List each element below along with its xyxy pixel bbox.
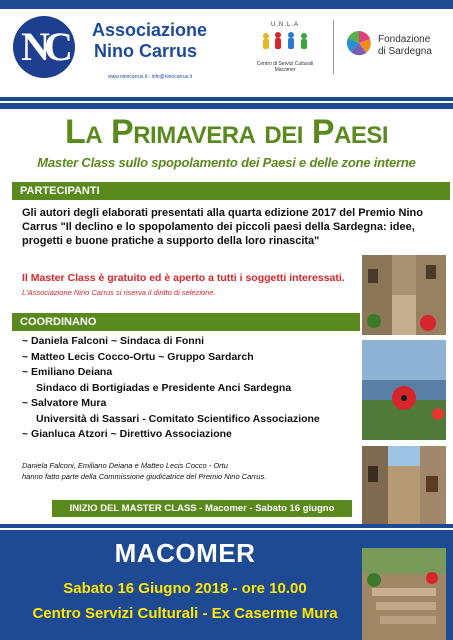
assoc-name xyxy=(92,20,232,62)
logo-divider xyxy=(333,20,334,74)
fds-line2: di Sardegna xyxy=(378,46,432,57)
coord-line: Università di Sassari - Comitato Scientifico Associazione xyxy=(36,412,320,425)
main-title: La Primavera dei Paesi xyxy=(64,113,389,151)
fondazione-sardegna-logo-icon xyxy=(346,30,372,56)
coord-line: ~ Gianluca Atzori ~ Direttivo Associazione xyxy=(22,428,232,440)
assoc-name-line2: Nino Carrus xyxy=(94,41,198,61)
coordinano-label: COORDINANO xyxy=(12,313,360,331)
partecipanti-label: PARTECIPANTI xyxy=(12,182,450,200)
village-street-photo xyxy=(362,255,446,335)
event-venue: Centro Servizi Culturali - Ex Caserme Mura xyxy=(32,605,338,622)
assoc-site: www.ninocarrus.it - info@ninocarrus.it xyxy=(108,74,192,80)
bottom-stripe xyxy=(0,524,453,533)
header-stripe xyxy=(0,97,453,109)
subtitle: Master Class sullo spopolamento dei Paesi e delle zone interne xyxy=(37,155,416,170)
commission-note xyxy=(22,460,352,482)
unla-sub-line1: Centro di Servizi Culturali xyxy=(256,61,314,67)
top-bar xyxy=(0,0,453,9)
coord-line: Sindaco di Bortigiadas e Presidente Anci Sardegna xyxy=(36,381,292,394)
inizio-banner: INIZIO DEL MASTER CLASS - Macomer - Sabato 16 giugno xyxy=(52,500,352,517)
partecipanti-text: Gli autori degli elaborati presentati alla quarta edizione 2017 del Premio Nino Carrus "Il declino e lo spopolamento dei piccoli paesi della Sardegna: idee, progetti e buone pratiche a supporto della loro rinascita" xyxy=(22,207,423,247)
unla-sub xyxy=(246,61,324,73)
commission-note-line2: hanno fatto parte della Commissione giudicatrice del Premio Nino Carrus. xyxy=(22,472,267,481)
commission-note-line1: Daniela Falconi, Emiliano Deiana e Matteo Lecis Cocco - Ortu xyxy=(22,461,228,470)
event-date: Sabato 16 Giugno 2018 - ore 10.00 xyxy=(63,580,307,597)
free-text: Il Master Class è gratuito ed è aperto a tutti i soggetti interessati. xyxy=(22,272,345,284)
assoc-name-line1: Associazione xyxy=(92,20,208,40)
coord-line: ~ Emiliano Deiana xyxy=(22,366,113,378)
poppy-landscape-photo xyxy=(362,340,446,440)
coordinano-list xyxy=(22,334,352,443)
fondazione-sardegna-name xyxy=(378,34,432,58)
village-stairs-photo xyxy=(362,548,446,640)
unla-title: U.N.L.A xyxy=(270,22,299,28)
coord-line: ~ Salvatore Mura xyxy=(22,397,107,409)
fds-line1: Fondazione xyxy=(378,34,431,45)
selection-note: L'Associazione Nino Carrus si riserva il diritto di selezione. xyxy=(22,288,216,297)
unla-sub-line2: Macomer xyxy=(274,67,296,73)
nino-carrus-logo xyxy=(13,16,75,78)
coord-line: ~ Matteo Lecis Cocco-Ortu ~ Gruppo Sardarch xyxy=(22,350,254,363)
nc-monogram-icon: NC xyxy=(21,24,67,69)
city-title: MACOMER xyxy=(114,538,256,568)
coord-line: ~ Daniela Falconi ~ Sindaca di Fonni xyxy=(22,335,205,347)
unla-figures-icon xyxy=(258,30,312,54)
unla-logo xyxy=(246,22,324,80)
